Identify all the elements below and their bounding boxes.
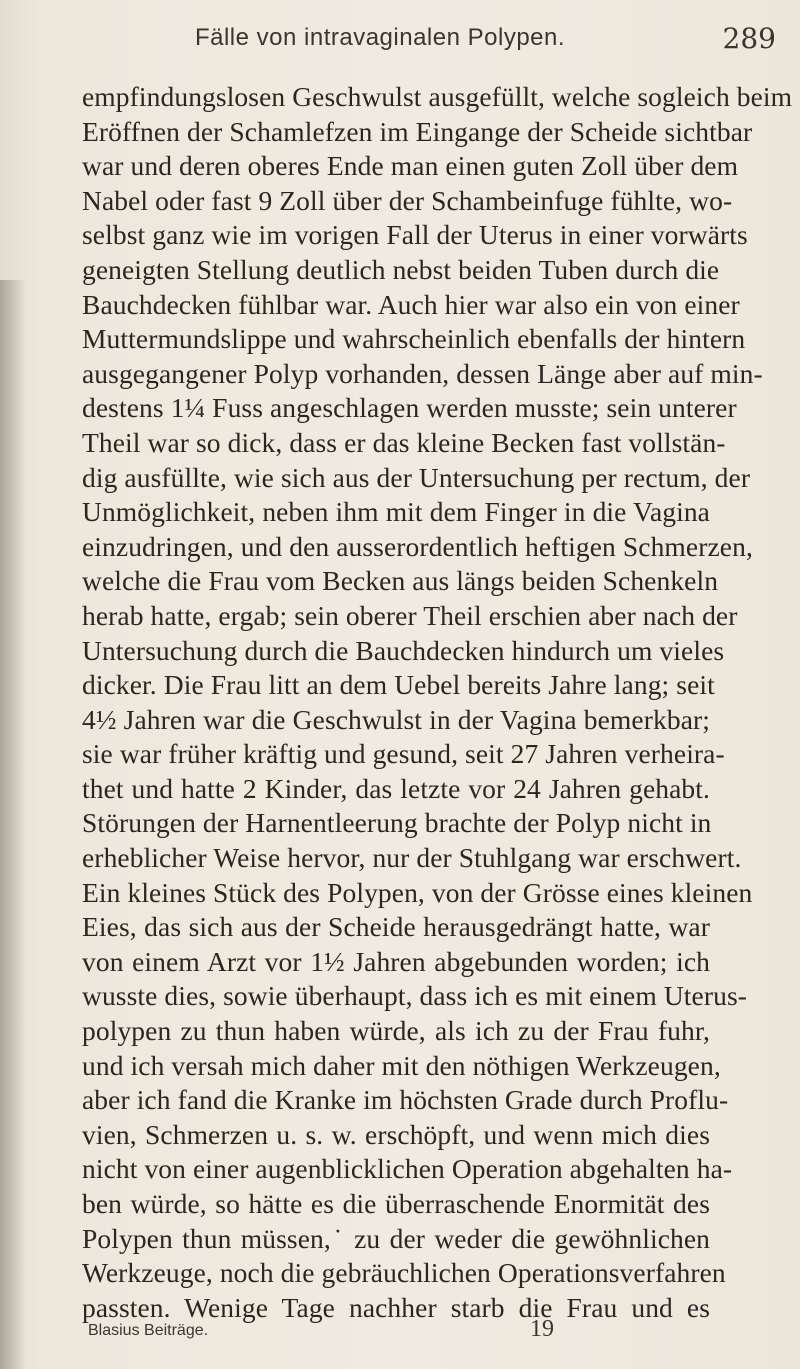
text-line: Theil war so dick, dass er das kleine Becken fast vollstän-: [82, 426, 726, 458]
text-line: Ein kleines Stück des Polypen, von der Grösse eines kleinen: [82, 876, 753, 908]
text-line: ben würde, so hätte es die überraschende Enormität des: [82, 1188, 710, 1219]
text-line: geneigten Stellung deutlich nebst beiden Tuben durch die: [82, 253, 720, 285]
sheet-number: 19: [530, 1316, 554, 1342]
signature-mark: Blasius Beiträge.: [88, 1322, 209, 1339]
text-line: vien, Schmerzen u. s. w. erschöpft, und wenn mich dies: [82, 1118, 710, 1150]
text-line: ausgegangener Polyp vorhanden, dessen Länge aber auf min-: [82, 357, 763, 389]
text-line: wusste dies, sowie überhaupt, dass ich es mit einem Uterus-: [82, 980, 747, 1012]
text-line: dig ausfüllte, wie sich aus der Untersuchung per rectum, der: [82, 461, 751, 493]
page-header: [80, 20, 790, 60]
text-line: Störungen der Harnentleerung brachte der Polyp nicht in: [82, 807, 712, 839]
text-line: einzudringen, und den ausserordentlich heftigen Schmerzen,: [82, 530, 753, 562]
text-line: Eies, das sich aus der Scheide herausgedrängt hatte, war: [82, 911, 710, 943]
text-line: sie war früher kräftig und gesund, seit 27 Jahren verheira-: [82, 738, 725, 770]
text-line: Bauchdecken fühlbar war. Auch hier war also ein von einer: [82, 288, 740, 320]
text-line: polypen zu thun haben würde, als ich zu der Frau fuhr,: [82, 1015, 710, 1047]
text-line: empfindungslosen Geschwulst ausgefüllt, welche sogleich beim: [82, 81, 793, 112]
text-line: herab hatte, ergab; sein oberer Theil erschien aber nach der: [82, 599, 738, 631]
text-line: 4½ Jahren war die Geschwulst in der Vagina bemerkbar;: [82, 703, 710, 735]
text-line: aber ich fand die Kranke im höchsten Grade durch Proflu-: [82, 1084, 729, 1116]
page-number: 289: [722, 22, 776, 55]
text-line: welche die Frau vom Becken aus längs beiden Schenkeln: [82, 565, 719, 597]
text-line: nicht von einer augenblicklichen Operation abgehalten ha-: [82, 1153, 733, 1185]
text-line: Nabel oder fast 9 Zoll über der Schambeinfuge fühlte, wo-: [82, 184, 733, 216]
text-line: Untersuchung durch die Bauchdecken hindurch um vieles: [82, 634, 725, 666]
text-line: Eröffnen der Schamlefzen im Eingange der Scheide sichtbar: [82, 115, 753, 147]
text-line: thet und hatte 2 Kinder, das letzte vor 24 Jahren gehabt.: [82, 772, 710, 804]
text-line: dicker. Die Frau litt an dem Uebel bereits Jahre lang; seit: [82, 669, 715, 701]
text-line: Unmöglichkeit, neben ihm mit dem Finger in die Vagina: [82, 496, 710, 528]
text-line: passten. Wenige Tage nachher starb die Frau und es: [82, 1291, 710, 1323]
text-line: erheblicher Weise hervor, nur der Stuhlgang war erschwert.: [82, 842, 742, 874]
text-line: selbst ganz wie im vorigen Fall der Uterus in einer vorwärts: [82, 219, 748, 251]
text-line: Muttermundslippe und wahrscheinlich ebenfalls der hintern: [82, 323, 746, 355]
text-line: von einem Arzt vor 1½ Jahren abgebunden worden; ich: [82, 945, 710, 977]
page-footer: [80, 1316, 720, 1350]
running-head: Fälle von intravaginalen Polypen.: [194, 24, 566, 51]
text-line: und ich versah mich daher mit den nöthigen Werkzeugen,: [82, 1049, 721, 1081]
text-line: destens 1¼ Fuss angeschlagen werden musste; sein unterer: [82, 392, 737, 424]
text-line: Polypen thun müssen,˙ zu der weder die gewöhnlichen: [82, 1222, 710, 1254]
text-line: Werkzeuge, noch die gebräuchlichen Operationsverfahren: [82, 1257, 726, 1289]
text-line: war und deren oberes Ende man einen guten Zoll über dem: [82, 150, 739, 182]
binding-gutter-shadow: [0, 280, 26, 1369]
body-text: [82, 80, 793, 1325]
